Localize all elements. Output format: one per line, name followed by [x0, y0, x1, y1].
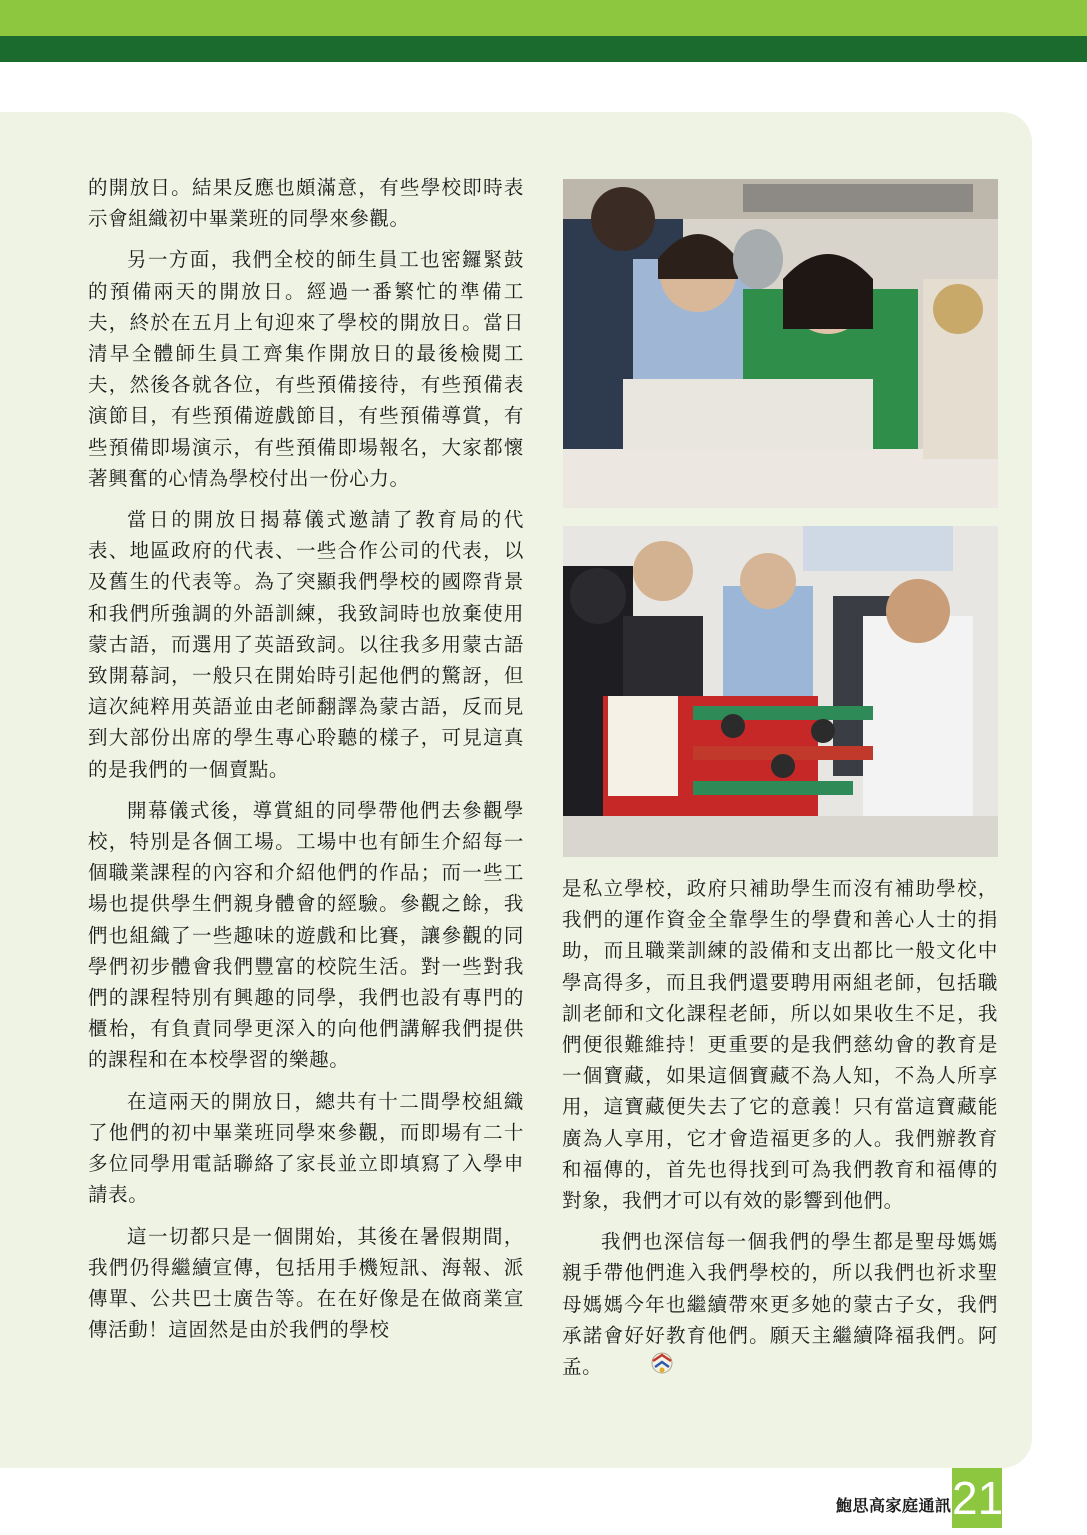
paragraph: 我們也深信每一個我們的學生都是聖母媽媽親手帶他們進入我們學校的，所以我們也祈求聖母媽媽今年也繼續帶來更多她的蒙古子女，我們承諾會好好教育他們。願天主繼續降福我們。阿孟。: [562, 1230, 998, 1379]
paragraph: 在這兩天的開放日，總共有十二間學校組織了他們的初中畢業班同學來參觀，而即場有二十多位同學用電話聯絡了家長並立即填寫了入學申請表。: [88, 1089, 524, 1207]
paragraph-with-emblem: [562, 1226, 998, 1384]
pipe-workshop-photo: [563, 526, 998, 857]
header-band-dark: [0, 36, 1087, 62]
publication-title: 鮑思高家庭通訊: [836, 1496, 952, 1515]
paragraph: 當日的開放日揭幕儀式邀請了教育局的代表、地區政府的代表、一些合作公司的代表，以及舊生的代表等。為了突顯我們學校的國際背景和我們所強調的外語訓練，我致詞時也放棄使用蒙古語，而選用了英語致詞。以往我多用蒙古語致開幕詞，一般只在開始時引起他們的驚訝，但這次純粹用英語並由老師翻譯為蒙古語，反而見到大部份出席的學生專心聆聽的樣子，可見這真的是我們的一個賣點。: [88, 508, 524, 781]
sewing-workshop-photo: [563, 179, 998, 508]
paragraph: 是私立學校，政府只補助學生而沒有補助學校，我們的運作資金全靠學生的學費和善心人士的捐助，而且職業訓練的設備和支出都比一般文化中學高得多，而且我們還要聘用兩組老師，包括職訓老師和文化課程老師，所以如果收生不足，我們便很難維持！更重要的是我們慈幼會的教育是一個寶藏，如果這個寶藏不為人知，不為人所享用，這寶藏便失去了它的意義！只有當這寶藏能廣為人享用，它才會造福更多的人。我們辦教育和福傳的，首先也得找到可為我們教育和福傳的對象，我們才可以有效的影響到他們。: [562, 877, 998, 1213]
salesian-emblem-icon: [610, 1351, 675, 1384]
page-number: 21: [952, 1468, 1002, 1528]
right-column: [562, 873, 998, 1394]
left-column: [88, 172, 524, 1355]
paragraph: 開幕儀式後，導賞組的同學帶他們去參觀學校，特別是各個工場。工場中也有師生介紹每一個職業課程的內容和介紹他們的作品；而一些工場也提供學生們親身體會的經驗。參觀之餘，我們也組織了一些趣味的遊戲和比賽，讓參觀的同學們初步體會我們豐富的校院生活。對一些對我們的課程特別有興趣的同學，我們也設有專門的櫃枱，有負責同學更深入的向他們講解我們提供的課程和在本校學習的樂趣。: [88, 798, 524, 1072]
paragraph: 這一切都只是一個開始，其後在暑假期間，我們仍得繼續宣傳，包括用手機短訊、海報、派傳單、公共巴士廣告等。在在好像是在做商業宣傳活動！這固然是由於我們的學校: [88, 1224, 524, 1342]
header-band-light: [0, 0, 1087, 36]
paragraph: 的開放日。結果反應也頗滿意，有些學校即時表示會組織初中畢業班的同學來參觀。: [88, 176, 524, 231]
paragraph: 另一方面，我們全校的師生員工也密鑼緊鼓的預備兩天的開放日。經過一番繁忙的準備工夫，終於在五月上旬迎來了學校的開放日。當日清早全體師生員工齊集作開放日的最後檢閱工夫，然後各就各位，有些預備接待，有些預備表演節目，有些預備遊戲節目，有些預備導賞，有些預備即場演示，有些預備即場報名，大家都懷著興奮的心情為學校付出一份心力。: [88, 248, 524, 490]
